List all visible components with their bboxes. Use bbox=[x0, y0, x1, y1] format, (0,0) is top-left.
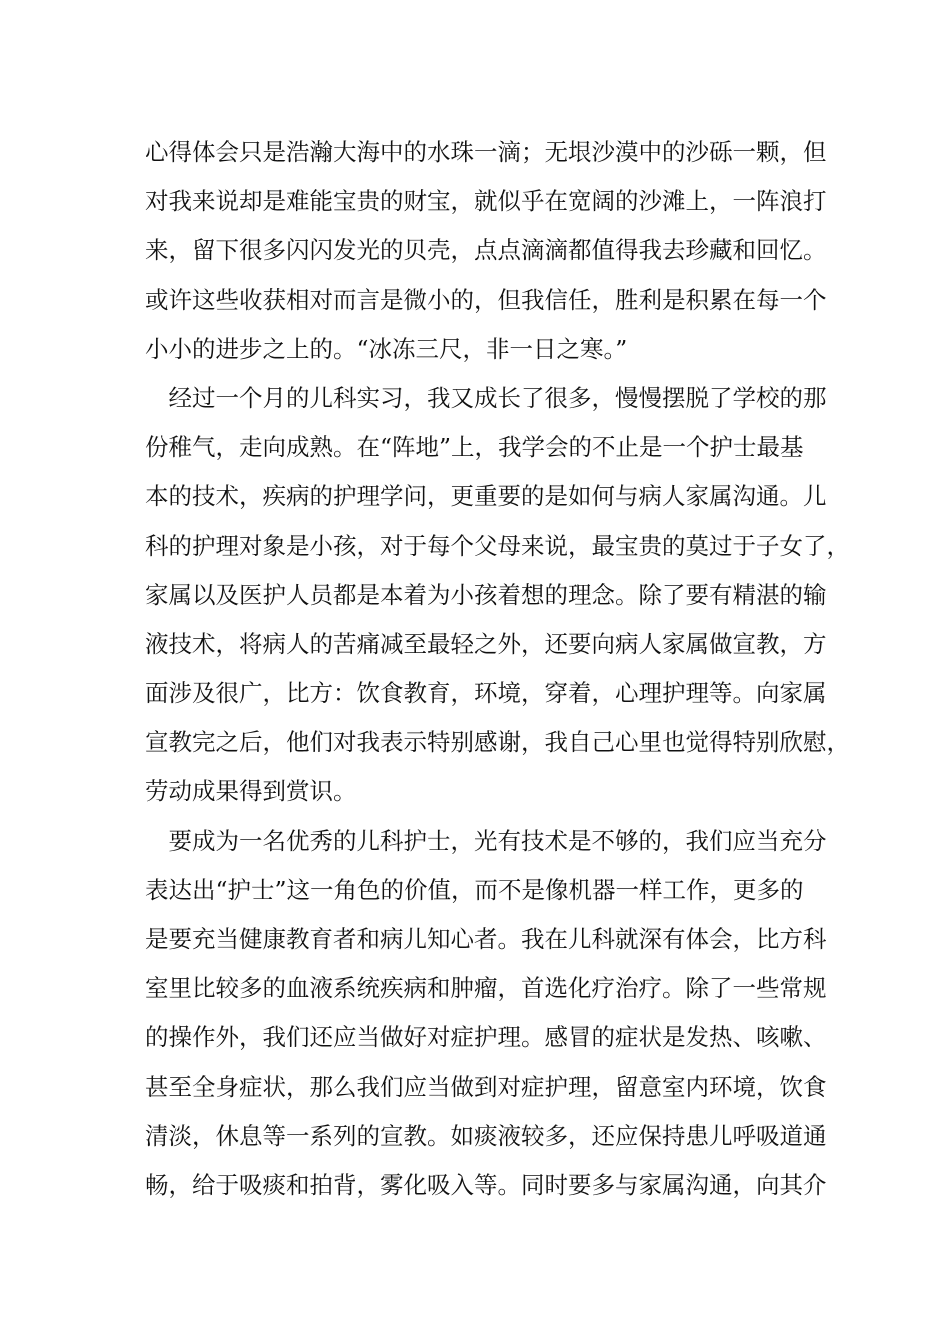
text-line: 科的护理对象是小孩，对于每个父母来说，最宝贵的莫过于子女了， bbox=[145, 531, 850, 560]
document-body bbox=[145, 128, 850, 1210]
text-line: 表达出“护士”这一角色的价值，而不是像机器一样工作，更多的 bbox=[145, 875, 804, 904]
text-line: 清淡，休息等一系列的宣教。如痰液较多，还应保持患儿呼吸道通 bbox=[145, 1121, 827, 1150]
text-line: 畅，给于吸痰和拍背，雾化吸入等。同时要多与家属沟通，向其介 bbox=[145, 1170, 827, 1199]
paragraph-2 bbox=[145, 374, 850, 817]
text-line: 小小的进步之上的。“冰冻三尺，非一日之寒。” bbox=[145, 334, 628, 363]
text-line: 室里比较多的血液系统疾病和肿瘤，首选化疗治疗。除了一些常规 bbox=[145, 974, 827, 1003]
text-line: 液技术，将病人的苦痛减至最轻之外，还要向病人家属做宣教，方 bbox=[145, 629, 827, 658]
text-line: 劳动成果得到赏识。 bbox=[145, 777, 357, 806]
text-line: 对我来说却是难能宝贵的财宝，就似乎在宽阔的沙滩上，一阵浪打 bbox=[145, 187, 827, 216]
text-line: 份稚气，走向成熟。在“阵地”上，我学会的不止是一个护士最基 bbox=[145, 433, 804, 462]
text-line: 的操作外，我们还应当做好对症护理。感冒的症状是发热、咳嗽、 bbox=[145, 1023, 827, 1052]
paragraph-1 bbox=[145, 128, 827, 374]
paragraph-3 bbox=[145, 817, 827, 1211]
text-line: 甚至全身症状，那么我们应当做到对症护理，留意室内环境，饮食 bbox=[145, 1072, 827, 1101]
text-line: 宣教完之后，他们对我表示特别感谢，我自己心里也觉得特别欣慰， bbox=[145, 728, 850, 757]
text-line: 本的技术，疾病的护理学问，更重要的是如何与病人家属沟通。儿 bbox=[145, 482, 827, 511]
text-line: 是要充当健康教育者和病儿知心者。我在儿科就深有体会，比方科 bbox=[145, 925, 827, 953]
text-line: 心得体会只是浩瀚大海中的水珠一滴；无垠沙漠中的沙砾一颗，但 bbox=[145, 138, 827, 166]
text-line: 来，留下很多闪闪发光的贝壳，点点滴滴都值得我去珍藏和回忆。 bbox=[145, 236, 827, 265]
text-line: 经过一个月的儿科实习，我又成长了很多，慢慢摆脱了学校的那 bbox=[145, 383, 827, 412]
text-line: 或许这些收获相对而言是微小的，但我信任，胜利是积累在每一个 bbox=[145, 285, 827, 314]
text-line: 家属以及医护人员都是本着为小孩着想的理念。除了要有精湛的输 bbox=[145, 580, 827, 609]
text-line: 面涉及很广，比方：饮食教育，环境，穿着，心理护理等。向家属 bbox=[145, 679, 827, 708]
text-line: 要成为一名优秀的儿科护士，光有技术是不够的，我们应当充分 bbox=[145, 826, 827, 855]
